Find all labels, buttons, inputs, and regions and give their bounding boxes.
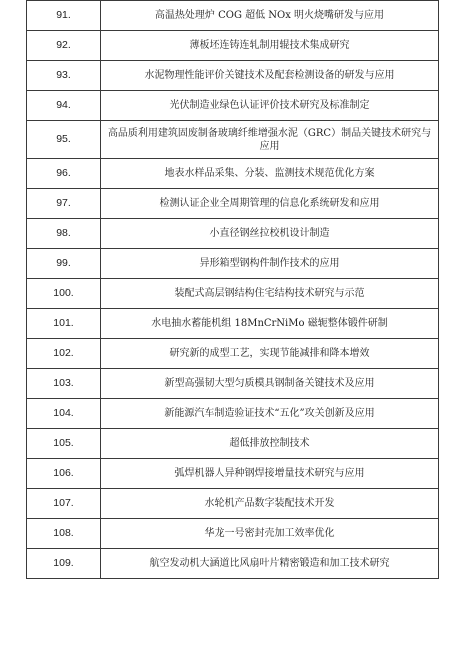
- row-number: 96.: [27, 159, 101, 189]
- row-number: 95.: [27, 121, 101, 159]
- table-row: [27, 279, 439, 309]
- row-number: 91.: [27, 1, 101, 31]
- row-number: 109.: [27, 549, 101, 579]
- row-number: 102.: [27, 339, 101, 369]
- project-title: 检测认证企业全周期管理的信息化系统研发和应用: [101, 189, 439, 219]
- row-number: 101.: [27, 309, 101, 339]
- project-title: 水泥物理性能评价关键技术及配套检测设备的研发与应用: [101, 61, 439, 91]
- project-title: 装配式高层钢结构住宅结构技术研究与示范: [101, 279, 439, 309]
- row-number: 94.: [27, 91, 101, 121]
- table-row: [27, 339, 439, 369]
- table-row: [27, 459, 439, 489]
- table-row: [27, 159, 439, 189]
- table-row: [27, 369, 439, 399]
- project-title: 弧焊机器人异种钢焊接增量技术研究与应用: [101, 459, 439, 489]
- row-number: 99.: [27, 249, 101, 279]
- row-number: 100.: [27, 279, 101, 309]
- project-title: 新型高强韧大型匀质模具钢制备关键技术及应用: [101, 369, 439, 399]
- row-number: 93.: [27, 61, 101, 91]
- table-row: [27, 1, 439, 31]
- project-table: [26, 0, 439, 579]
- project-title: 薄板坯连铸连轧制用辊技术集成研究: [101, 31, 439, 61]
- table-row: [27, 549, 439, 579]
- project-title: 研究新的成型工艺，实现节能减排和降本增效: [101, 339, 439, 369]
- table-row: [27, 489, 439, 519]
- table-row: [27, 399, 439, 429]
- table-row: [27, 61, 439, 91]
- row-number: 105.: [27, 429, 101, 459]
- row-number: 107.: [27, 489, 101, 519]
- project-title: 高品质利用建筑固废制备玻璃纤维增强水泥（GRC）制品关键技术研究与应用: [101, 121, 439, 159]
- table-row: [27, 429, 439, 459]
- row-number: 92.: [27, 31, 101, 61]
- table-row: [27, 309, 439, 339]
- project-title: 华龙一号密封壳加工效率优化: [101, 519, 439, 549]
- project-title: 高温热处理炉 COG 超低 NOx 明火烧嘴研发与应用: [101, 1, 439, 31]
- row-number: 103.: [27, 369, 101, 399]
- row-number: 98.: [27, 219, 101, 249]
- table-row: [27, 121, 439, 159]
- project-title: 小直径钢丝拉校机设计制造: [101, 219, 439, 249]
- project-title: 航空发动机大涵道比风扇叶片精密锻造和加工技术研究: [101, 549, 439, 579]
- project-title: 水轮机产品数字装配技术开发: [101, 489, 439, 519]
- row-number: 108.: [27, 519, 101, 549]
- table-row: [27, 519, 439, 549]
- table-row: [27, 31, 439, 61]
- table-row: [27, 91, 439, 121]
- project-title: 新能源汽车制造验证技术“五化”攻关创新及应用: [101, 399, 439, 429]
- project-title: 地表水样品采集、分装、监测技术规范优化方案: [101, 159, 439, 189]
- project-title: 超低排放控制技术: [101, 429, 439, 459]
- project-title: 光伏制造业绿色认证评价技术研究及标准制定: [101, 91, 439, 121]
- row-number: 97.: [27, 189, 101, 219]
- project-title: 异形箱型钢构件制作技术的应用: [101, 249, 439, 279]
- project-title: 水电抽水蓄能机组 18MnCrNiMo 磁轭整体锻件研制: [101, 309, 439, 339]
- table-row: [27, 189, 439, 219]
- table-row: [27, 219, 439, 249]
- table-row: [27, 249, 439, 279]
- row-number: 104.: [27, 399, 101, 429]
- row-number: 106.: [27, 459, 101, 489]
